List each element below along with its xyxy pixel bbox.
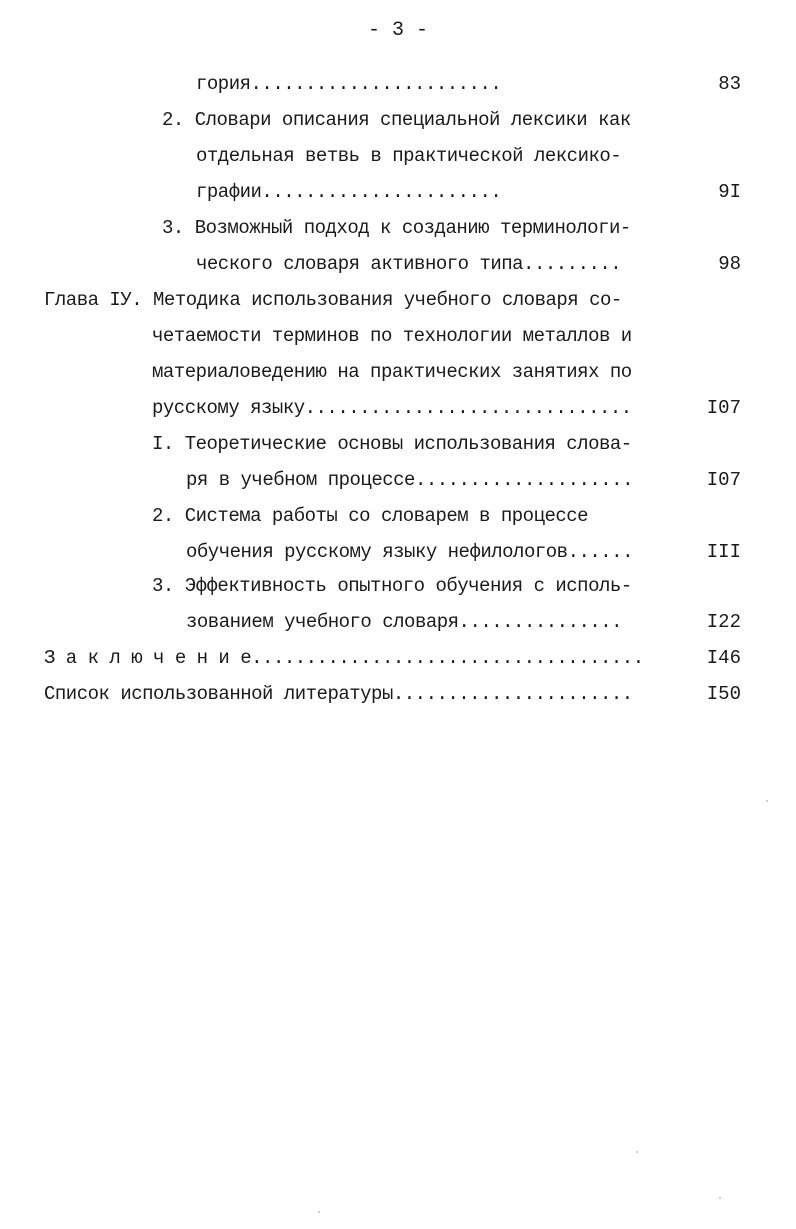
toc-line: ческого словаря активного типа......... <box>196 253 622 275</box>
toc-chapter-heading: Глава IУ. Методика использования учебного словаря со- <box>44 289 622 311</box>
toc-conclusion: З а к л ю ч е н и е.................................... <box>44 647 644 669</box>
toc-line: обучения русскому языку нефилологов...... <box>186 541 633 563</box>
toc-line: 2. Система работы со словарем в процессе <box>152 505 589 527</box>
toc-line: 3. Возможный подход к созданию терминологи- <box>162 217 631 239</box>
toc-page-ref: I46 <box>706 647 741 669</box>
toc-page-ref: III <box>706 541 741 563</box>
toc-page-ref: 9I <box>718 181 741 203</box>
toc-page-ref: 83 <box>718 73 741 95</box>
toc-line: четаемости терминов по технологии металлов и <box>152 325 632 347</box>
page-number: - 3 - <box>367 19 428 42</box>
scan-speck <box>766 800 768 802</box>
toc-line: I. Теоретические основы использования слова- <box>152 433 632 455</box>
toc-page-ref: I07 <box>706 469 741 491</box>
toc-bibliography: Список использованной литературы...................... <box>44 683 633 705</box>
toc-line: графии...................... <box>196 181 502 203</box>
scan-speck <box>719 1197 721 1199</box>
toc-line: ря в учебном процессе.................... <box>186 469 633 491</box>
toc-line: 3. Эффективность опытного обучения с исполь- <box>152 575 632 597</box>
toc-line: зованием учебного словаря............... <box>186 611 623 633</box>
toc-page-ref: 98 <box>718 253 741 275</box>
toc-line: русскому языку.............................. <box>152 397 632 419</box>
toc-page-ref: I22 <box>706 611 741 633</box>
toc-page-ref: I07 <box>706 397 741 419</box>
toc-line: 2. Словари описания специальной лексики как <box>162 109 631 131</box>
toc-page-ref: I50 <box>706 683 741 705</box>
scan-speck <box>636 1151 638 1153</box>
toc-line: материаловедению на практических занятиях по <box>152 361 632 383</box>
toc-line: отдельная ветвь в практической лексико- <box>196 145 622 167</box>
scan-speck <box>318 1211 320 1213</box>
toc-line: гория....................... <box>196 73 502 95</box>
